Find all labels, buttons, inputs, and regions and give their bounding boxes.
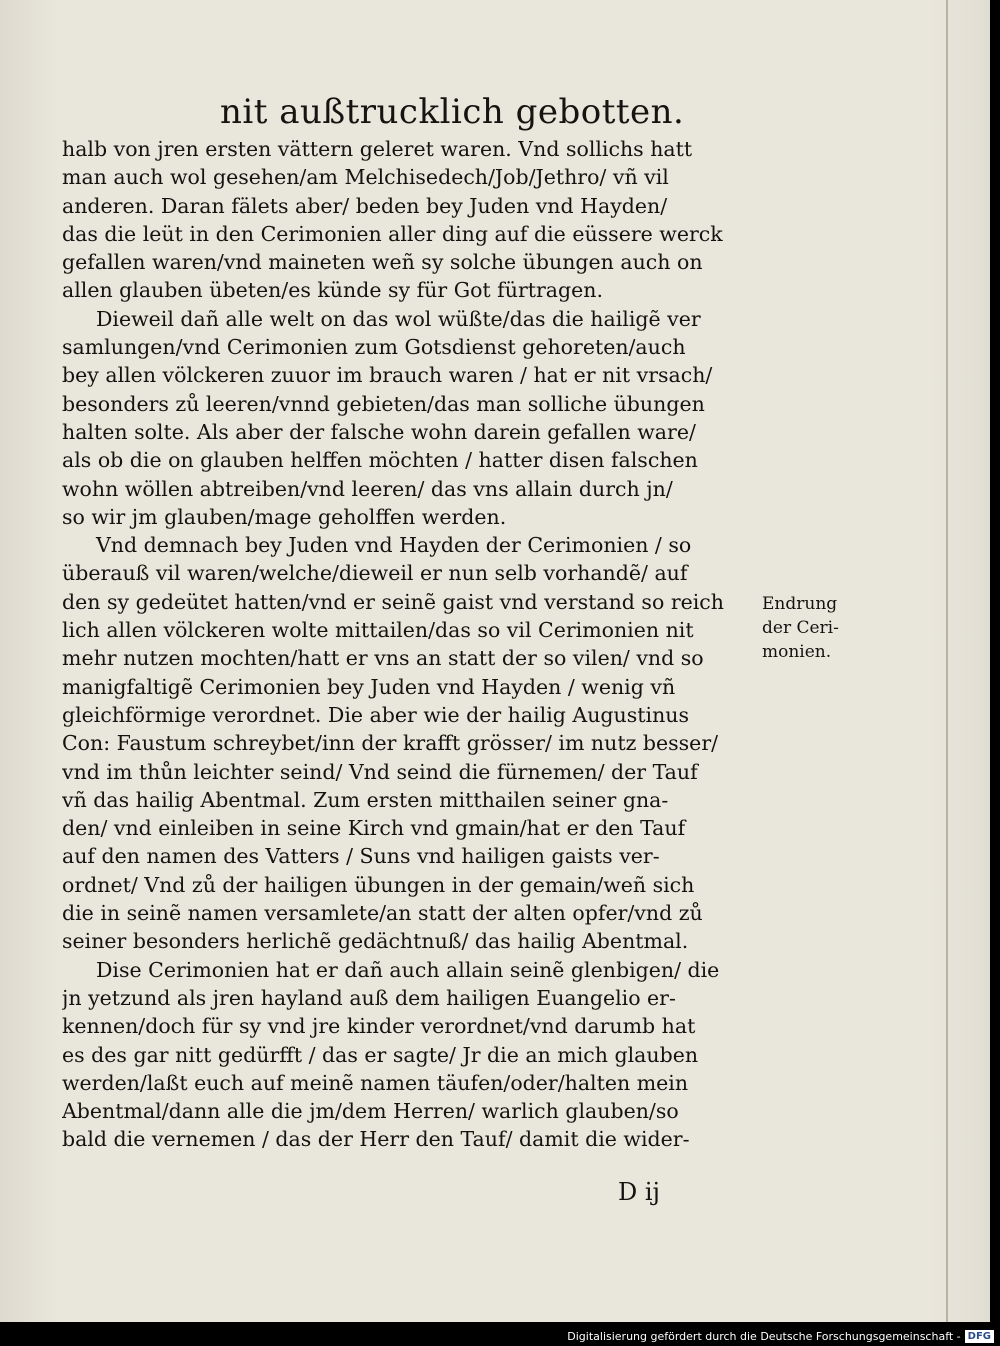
text-line: man auch wol gesehen/am Melchisedech/Job/Jethro/ vñ vil xyxy=(62,165,669,190)
marginal-note xyxy=(762,592,872,664)
marginal-note-line: Endrung xyxy=(762,594,838,614)
text-line: anderen. Daran fälets aber/ beden bey Juden vnd Hayden/ xyxy=(62,193,668,218)
text-line: so wir jm glauben/mage geholffen werden. xyxy=(62,504,507,529)
text-line: Dieweil dañ alle welt on das wol wüßte/das die hailigẽ ver xyxy=(96,306,701,331)
text-line: vnd im thůn leichter seind/ Vnd seind die fürnemen/ der Tauf xyxy=(62,759,698,784)
text-line: gleichförmige verordnet. Die aber wie der hailig Augustinus xyxy=(62,702,689,727)
marginal-note-line: monien. xyxy=(762,642,832,662)
text-line: gefallen waren/vnd maineten weñ sy solche übungen auch on xyxy=(62,250,703,275)
text-line: halb von jren ersten vättern geleret waren. Vnd sollichs hatt xyxy=(62,137,693,161)
running-head: nit außtrucklich gebotten. xyxy=(220,92,685,132)
body-text xyxy=(62,135,772,1154)
page-edge xyxy=(946,0,948,1322)
text-line: werden/laßt euch auf meinẽ namen täufen/oder/halten mein xyxy=(62,1070,689,1095)
text-line: kennen/doch für sy vnd jre kinder verordnet/vnd darumb hat xyxy=(62,1014,696,1039)
text-line: Dise Cerimonien hat er dañ auch allain seinẽ glenbigen/ die xyxy=(96,957,720,982)
text-line: den/ vnd einleiben in seine Kirch vnd gmain/hat er den Tauf xyxy=(62,816,686,841)
footer-credit-text: Digitalisierung gefördert durch die Deutsche Forschungsgemeinschaft - xyxy=(567,1330,961,1343)
text-line: manigfaltigẽ Cerimonien bey Juden vnd Hayden / wenig vñ xyxy=(62,674,676,699)
text-line: jn yetzund als jren hayland auß dem hailigen Euangelio er- xyxy=(62,985,676,1010)
text-line: wohn wöllen abtreiben/vnd leeren/ das vns allain durch jn/ xyxy=(62,476,673,501)
signature-mark: D ij xyxy=(618,1178,660,1206)
text-line: allen glauben übeten/es künde sy für Got fürtragen. xyxy=(62,278,603,303)
text-line: den sy gedeütet hatten/vnd er seinẽ gaist vnd verstand so reich xyxy=(62,589,724,614)
text-line: besonders zů leeren/vnnd gebieten/das man solliche übungen xyxy=(62,391,705,416)
text-line: Con: Faustum schreybet/inn der krafft grösser/ im nutz besser/ xyxy=(62,731,719,756)
text-line: lich allen völckeren wolte mittailen/das so vil Cerimonien nit xyxy=(62,618,694,643)
text-line: halten solte. Als aber der falsche wohn darein gefallen ware/ xyxy=(62,419,696,444)
text-line: Vnd demnach bey Juden vnd Hayden der Cerimonien / so xyxy=(96,533,692,558)
text-line: als ob die on glauben helffen möchten / hatter disen falschen xyxy=(62,448,698,473)
text-line: überauß vil waren/welche/dieweil er nun selb vorhandẽ/ auf xyxy=(62,561,688,586)
text-line: vñ das hailig Abentmal. Zum ersten mitthailen seiner gna- xyxy=(62,787,669,812)
text-line: auf den namen des Vatters / Suns vnd hailigen gaists ver- xyxy=(62,844,660,869)
dfg-logo: DFG xyxy=(965,1330,994,1343)
text-line: das die leüt in den Cerimonien aller ding auf die eüssere werck xyxy=(62,221,723,246)
text-line: samlungen/vnd Cerimonien zum Gotsdienst gehoreten/auch xyxy=(62,335,686,360)
text-line: ordnet/ Vnd zů der hailigen übungen in der gemain/weñ sich xyxy=(62,872,695,897)
text-line: mehr nutzen mochten/hatt er vns an statt der so vilen/ vnd so xyxy=(62,646,704,671)
text-line: seiner besonders herlichẽ gedächtnuß/ das hailig Abentmal. xyxy=(62,929,689,954)
marginal-note-line: der Ceri- xyxy=(762,618,839,638)
text-line: bey allen völckeren zuuor im brauch waren / hat er nit vrsach/ xyxy=(62,363,713,388)
text-line: Abentmal/dann alle die jm/dem Herren/ warlich glauben/so xyxy=(62,1099,679,1124)
text-line: bald die vernemen / das der Herr den Tauf/ damit die wider- xyxy=(62,1127,690,1152)
text-line: es des gar nitt gedürfft / das er sagte/ Jr die an mich glauben xyxy=(62,1042,699,1067)
digitization-credit xyxy=(567,1330,994,1343)
text-line: die in seinẽ namen versamlete/an statt der alten opfer/vnd zů xyxy=(62,901,703,926)
